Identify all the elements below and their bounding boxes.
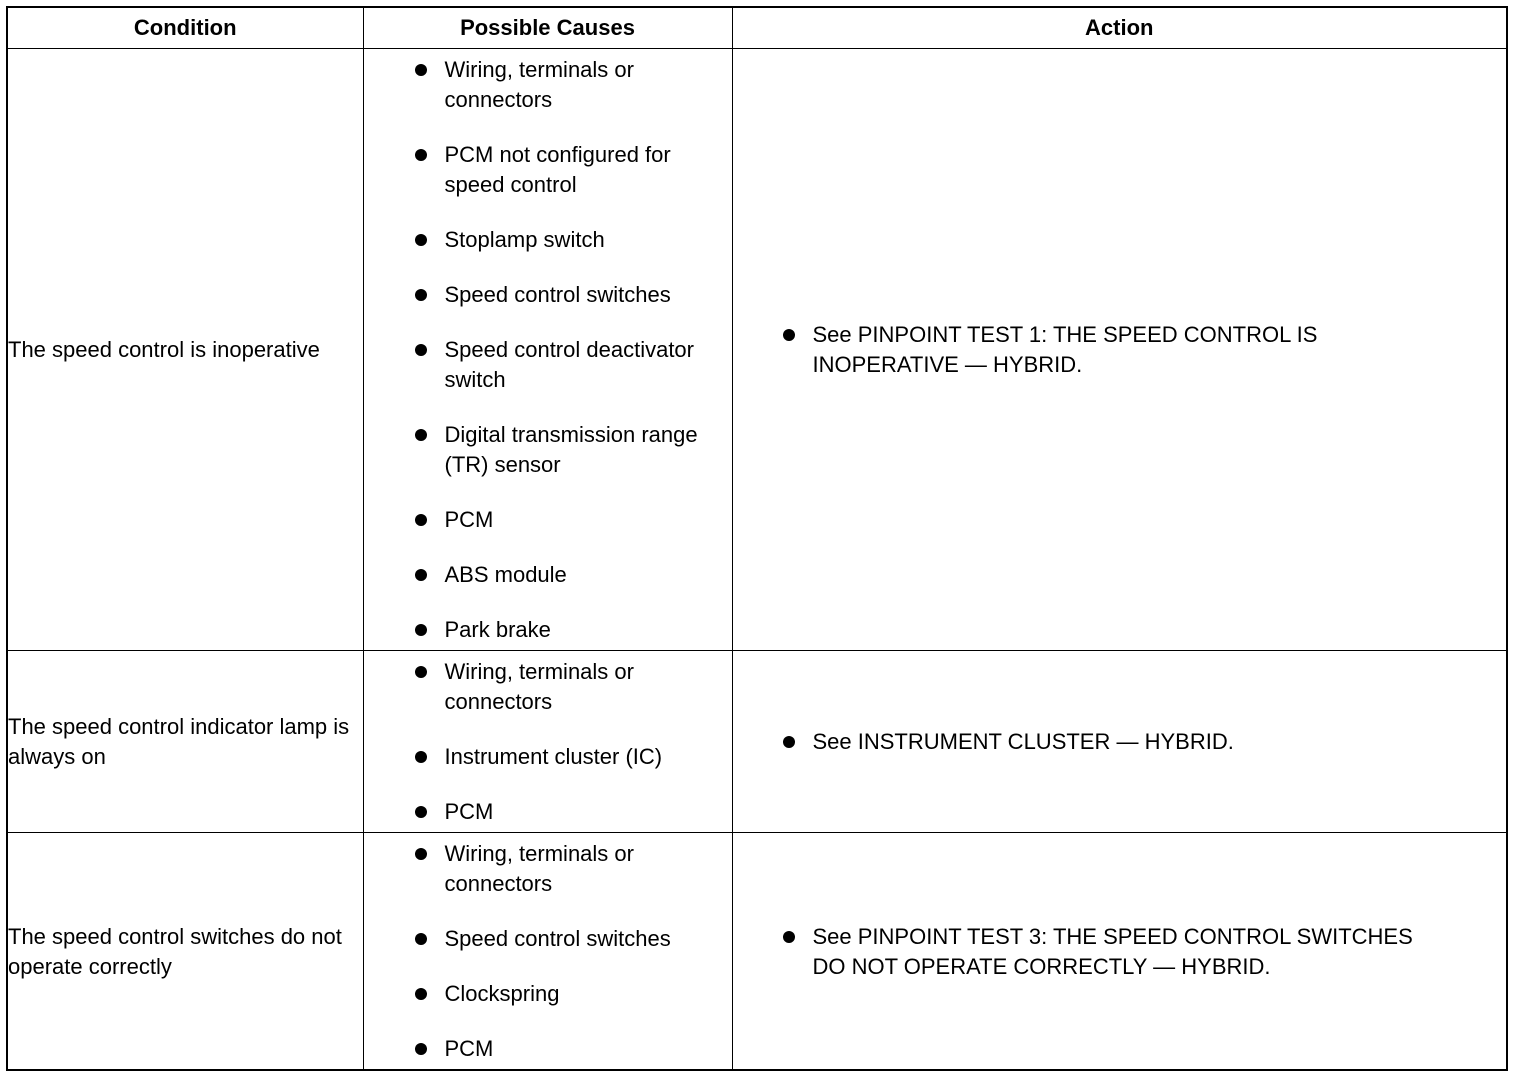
condition-cell: The speed control is inoperative <box>8 49 363 651</box>
header-action: Action <box>732 8 1506 49</box>
list-item <box>412 1034 722 1064</box>
bullet-icon <box>415 848 427 860</box>
action-cell <box>732 651 1506 833</box>
list-item <box>412 335 722 395</box>
cause-text: ABS module <box>444 561 567 587</box>
list-item <box>412 839 722 899</box>
bullet-icon <box>415 514 427 526</box>
action-text: See PINPOINT TEST 3: THE SPEED CONTROL SWITCHES DO NOT OPERATE CORRECTLY — HYBRID. <box>812 923 1413 979</box>
causes-cell <box>363 651 732 833</box>
cause-text: Wiring, terminals or connectors <box>444 56 634 112</box>
cause-text: Stoplamp switch <box>444 226 605 252</box>
bullet-icon <box>415 344 427 356</box>
list-item <box>412 657 722 717</box>
cause-text: Speed control switches <box>444 281 671 307</box>
list-item <box>412 979 722 1009</box>
bullet-icon <box>415 624 427 636</box>
cause-text: Speed control switches <box>444 926 671 952</box>
bullet-icon <box>783 931 795 943</box>
list-item <box>412 280 722 310</box>
cause-text: Wiring, terminals or connectors <box>444 841 634 897</box>
cause-text: Clockspring <box>444 981 560 1007</box>
list-item <box>412 225 722 255</box>
action-list <box>733 320 1507 380</box>
bullet-icon <box>415 666 427 678</box>
condition-cell: The speed control indicator lamp is always on <box>8 651 363 833</box>
cause-text: PCM <box>444 506 494 532</box>
action-text: See INSTRUMENT CLUSTER — HYBRID. <box>812 728 1234 754</box>
bullet-icon <box>415 806 427 818</box>
causes-list <box>364 55 732 645</box>
cause-text: Speed control deactivator switch <box>444 336 694 392</box>
diagnostic-table <box>8 8 1506 1071</box>
table-row <box>8 833 1506 1071</box>
bullet-icon <box>415 289 427 301</box>
cause-text: Wiring, terminals or connectors <box>444 658 634 714</box>
list-item <box>412 55 722 115</box>
header-row <box>8 8 1506 49</box>
list-item <box>412 420 722 480</box>
bullet-icon <box>415 1043 427 1055</box>
action-cell <box>732 833 1506 1071</box>
causes-cell <box>363 49 732 651</box>
list-item <box>780 922 1447 982</box>
causes-list <box>364 657 732 827</box>
symptom-chart <box>6 6 1508 1071</box>
action-text: See PINPOINT TEST 1: THE SPEED CONTROL IS INOPERATIVE — HYBRID. <box>812 321 1318 377</box>
condition-cell: The speed control switches do not operate correctly <box>8 833 363 1071</box>
bullet-icon <box>415 933 427 945</box>
list-item <box>412 505 722 535</box>
cause-text: PCM <box>444 798 494 824</box>
bullet-icon <box>415 429 427 441</box>
cause-text: PCM not configured for speed control <box>444 141 671 197</box>
header-possible-causes: Possible Causes <box>363 8 732 49</box>
action-list <box>733 727 1507 757</box>
bullet-icon <box>783 736 795 748</box>
list-item <box>412 797 722 827</box>
list-item <box>412 742 722 772</box>
action-list <box>733 922 1507 982</box>
cause-text: PCM <box>444 1036 494 1062</box>
causes-list <box>364 839 732 1064</box>
cause-text: Digital transmission range (TR) sensor <box>444 421 698 477</box>
bullet-icon <box>415 569 427 581</box>
list-item <box>412 140 722 200</box>
bullet-icon <box>783 329 795 341</box>
bullet-icon <box>415 988 427 1000</box>
action-cell <box>732 49 1506 651</box>
header-condition: Condition <box>8 8 363 49</box>
bullet-icon <box>415 149 427 161</box>
list-item <box>412 924 722 954</box>
bullet-icon <box>415 64 427 76</box>
list-item <box>780 320 1447 380</box>
bullet-icon <box>415 751 427 763</box>
table-row <box>8 651 1506 833</box>
list-item <box>412 615 722 645</box>
list-item <box>412 560 722 590</box>
list-item <box>780 727 1447 757</box>
causes-cell <box>363 833 732 1071</box>
bullet-icon <box>415 234 427 246</box>
table-row <box>8 49 1506 651</box>
cause-text: Park brake <box>444 616 551 642</box>
cause-text: Instrument cluster (IC) <box>444 743 663 769</box>
